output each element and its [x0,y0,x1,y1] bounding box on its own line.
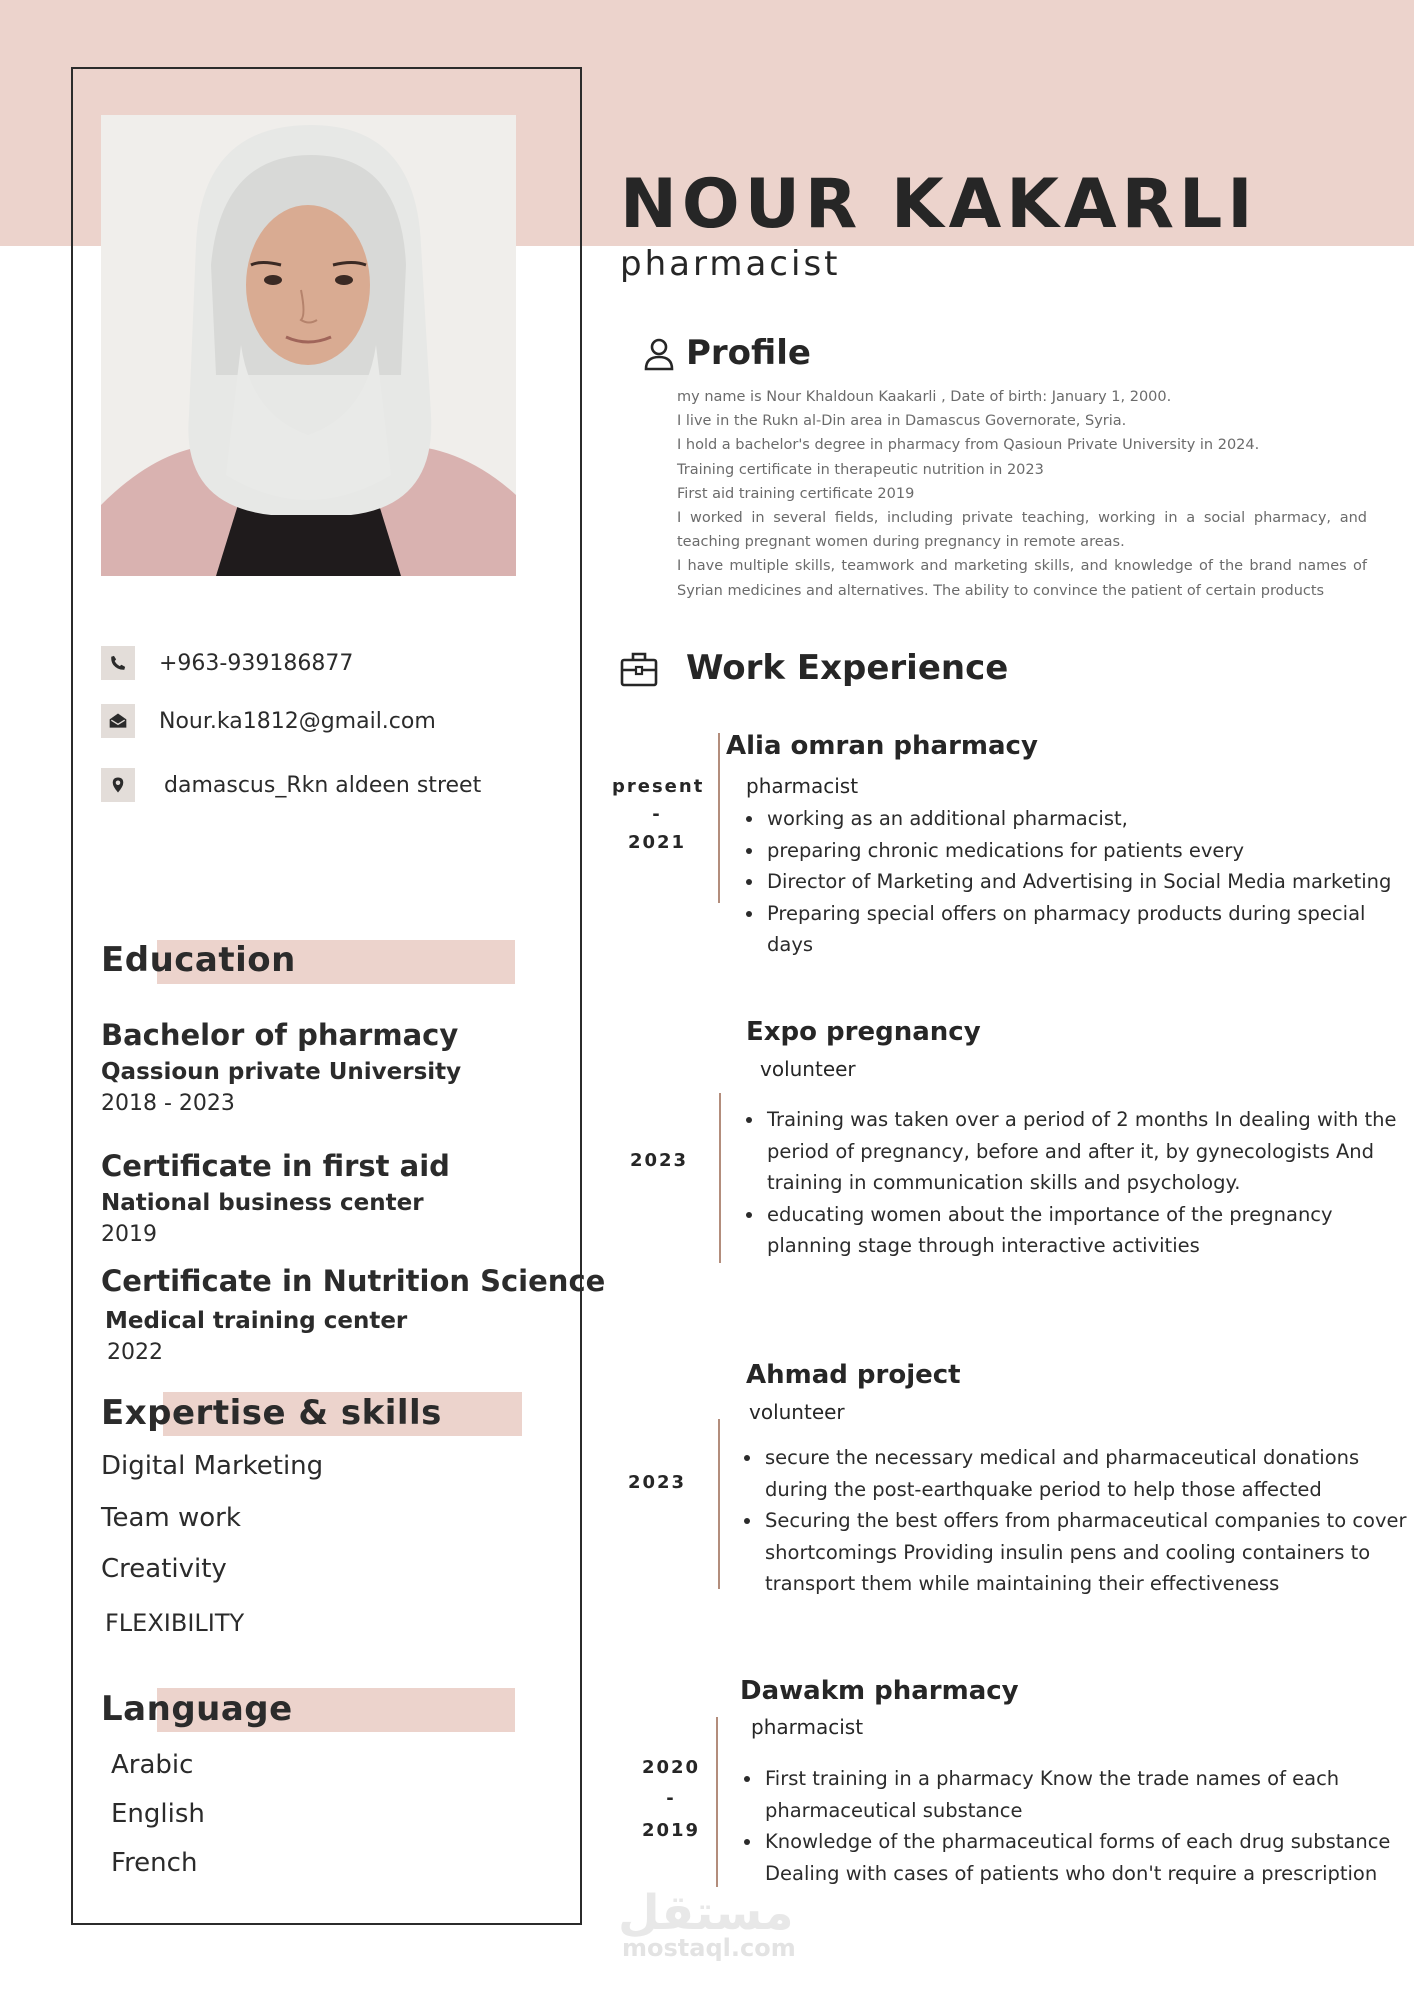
profile-line: I have multiple skills, teamwork and marketing skills, and knowledge of the brand names of Syrian medicines and alternatives. The ability to convince the patient of certain products [677,558,1367,599]
job-date-start: 2023 [629,1150,689,1171]
language-item: French [111,1848,198,1878]
job-duty: working as an additional pharmacist, [741,803,1411,835]
watermark-url: mostaql.com [622,1934,796,1962]
job-company: Alia omran pharmacy [726,731,1038,761]
profile-title: Profile [686,333,811,373]
timeline-line [719,1093,721,1263]
skills-title: Expertise & skills [101,1393,442,1433]
job-duty: educating women about the importance of the pregnancy planning stage through interactive activities [741,1199,1414,1262]
email-address[interactable]: Nour.ka1812@gmail.com [159,708,436,734]
job-role: volunteer [760,1057,856,1081]
job-duty: First training in a pharmacy Know the trade names of each pharmaceutical substance [739,1763,1399,1826]
contact-phone [101,646,353,680]
education-degree: Certificate in Nutrition Science [101,1264,606,1298]
education-institution: Medical training center [105,1308,408,1334]
skill-item: Digital Marketing [101,1451,324,1481]
job-role: pharmacist [751,1715,864,1739]
job-company: Expo pregnancy [746,1017,981,1047]
education-year: 2019 [101,1222,157,1247]
timeline-line [716,1717,718,1887]
profile-line: First aid training certificate 2019 [677,485,915,502]
timeline-line [718,1419,720,1589]
profile-line: I worked in several fields, including private teaching, working in a social pharmacy, and teaching pregnant women during pregnancy in remote areas. [677,510,1367,551]
job-date-start: 2023 [627,1472,687,1493]
job-duties [741,1104,1414,1262]
job-date-end: 2019 [641,1820,701,1841]
candidate-name: NOUR KAKARLI [620,165,1258,244]
education-degree: Bachelor of pharmacy [101,1018,459,1052]
job-duties [739,1442,1409,1600]
job-duty: Securing the best offers from pharmaceutical companies to cover shortcomings Providing insulin pens and cooling containers to transport them while maintaining their effectiveness [739,1505,1409,1600]
job-role: pharmacist [746,774,859,798]
work-experience-title: Work Experience [686,648,1009,688]
person-icon [643,337,675,375]
contact-email [101,704,436,738]
job-company: Ahmad project [746,1360,961,1390]
profile-text [677,385,1367,603]
profile-line: my name is Nour Khaldoun Kaakarli , Date of birth: January 1, 2000. [677,389,1172,405]
education-institution: Qassioun private University [101,1059,462,1085]
education-degree: Certificate in first aid [101,1149,450,1183]
education-title: Education [101,940,296,980]
watermark-logo: مستقل [618,1885,794,1941]
job-role: volunteer [749,1400,845,1424]
job-date-separator: - [666,1788,676,1809]
education-institution: National business center [101,1190,424,1216]
education-year: 2018 - 2023 [101,1091,235,1116]
language-item: English [111,1799,205,1829]
phone-number[interactable]: +963-939186877 [159,650,354,676]
job-date-start: present [612,776,705,797]
job-date-start: 2020 [641,1757,701,1778]
profile-photo [101,115,516,576]
envelope-icon [101,704,135,738]
job-duties [741,803,1411,961]
job-duty: Director of Marketing and Advertising in Social Media marketing [741,866,1411,898]
phone-icon [101,646,135,680]
job-duty: Knowledge of the pharmaceutical forms of each drug substance Dealing with cases of patients who don't require a prescription [739,1826,1399,1889]
briefcase-icon [620,651,658,691]
candidate-role: pharmacist [620,244,841,284]
job-duty: Training was taken over a period of 2 months In dealing with the period of pregnancy, before and after it, by gynecologists And training in communication skills and psychology. [741,1104,1414,1199]
profile-line: I hold a bachelor's degree in pharmacy from Qasioun Private University in 2024. [677,437,1260,454]
address: damascus_Rkn aldeen street [164,772,482,798]
language-item: Arabic [111,1750,194,1780]
skill-item: Team work [101,1503,241,1533]
profile-line: Training certificate in therapeutic nutrition in 2023 [677,461,1044,478]
job-duty: Preparing special offers on pharmacy products during special days [741,898,1411,961]
job-duty: secure the necessary medical and pharmaceutical donations during the post-earthquake period to help those affected [739,1442,1409,1505]
timeline-line [718,733,720,903]
job-duty: preparing chronic medications for patients every [741,835,1411,867]
contact-address [101,768,481,802]
job-date-end: 2021 [627,832,687,853]
location-pin-icon [101,768,135,802]
profile-line: I live in the Rukn al-Din area in Damascus Governorate, Syria. [677,413,1127,430]
language-title: Language [101,1689,293,1729]
education-year: 2022 [107,1340,163,1365]
job-company: Dawakm pharmacy [740,1676,1019,1706]
skill-item: FLEXIBILITY [105,1609,245,1637]
job-duties [739,1763,1399,1889]
skill-item: Creativity [101,1554,227,1584]
job-date-separator: - [652,804,662,825]
